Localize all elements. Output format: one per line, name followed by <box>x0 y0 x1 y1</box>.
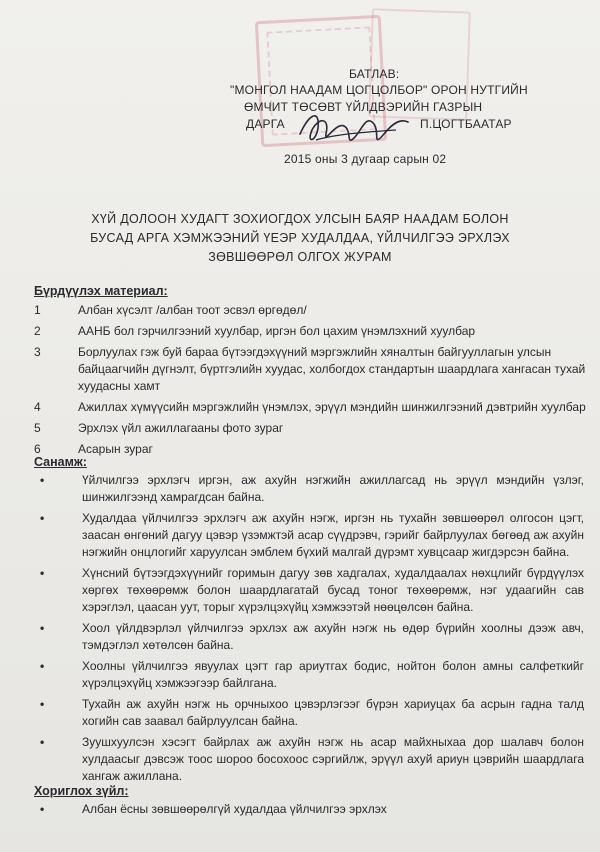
prohibited-list <box>38 801 584 822</box>
list-item: • Хоол үйлдвэрлэл үйлчилгээ эрхлэх аж ахуйн нэгж нь өдөр бүрийн хоолны дээж авч, тэмдэглэл хөтөлсөн байна. <box>40 621 584 652</box>
approval-date: 2015 оны 3 дугаар сарын 02 <box>284 152 447 166</box>
list-item: 6 Асарын зураг <box>34 442 153 456</box>
title-line-3: ЗӨВШӨӨРӨЛ ОЛГОХ ЖУРАМ <box>208 250 392 264</box>
list-item: 5 Эрхлэх үйл ажиллагааны фото зураг <box>34 421 284 435</box>
list-item: • Хоолны үйлчилгээ явуулах цэгт гар ариутгах бодис, нойтон болон амны салфеткийг хүрэлцэхүйц хэмжээгээр байлгана. <box>40 659 584 690</box>
list-item: 3 Борлуулах гэж буй бараа бүтээгдэхүүний мэргэжлийн хяналтын байгууллагын улсын байцаагчийн дүгнэлт, бүртгэлийн хуудас, холбогдох стандартын шаардлага хангасан тухай хуудасны хамт <box>34 345 586 393</box>
notes-list <box>38 472 584 789</box>
materials-heading: Бүрдүүлэх материал: <box>34 284 168 298</box>
approval-org-line1: "МОНГОЛ НААДАМ ЦОГЦОЛБОР" ОРОН НУТГИЙН <box>230 83 528 97</box>
list-item: • Тухайн аж ахуйн нэгж нь орчныхоо цэвэрлэгээг бүрэн хариуцах ба асрын гадна талд хогийн сав заавал байрлуулсан байна. <box>40 697 584 728</box>
title-line-1: ХҮЙ ДОЛООН ХУДАГТ ЗОХИОГДОХ УЛСЫН БАЯР НААДАМ БОЛОН <box>91 212 509 226</box>
signature <box>296 104 416 154</box>
title-line-2: БУСАД АРГА ХЭМЖЭЭНИЙ ҮЕЭР ХУДАЛДАА, ҮЙЛЧИЛГЭЭ ЭРХЛЭХ <box>90 231 510 245</box>
list-item: 2 ААНБ бол гэрчилгээний хуулбар, иргэн бол цахим үнэмлэхний хуулбар <box>34 324 476 338</box>
approval-org-line2: ӨМЧИТ ТӨСӨВТ ҮЙЛДВЭРИЙН ГАЗРЫН <box>244 100 483 114</box>
prohibited-heading: Хориглох зүйл: <box>34 784 129 798</box>
list-item: • Үйлчилгээ эрхлэгч иргэн, аж ахуйн нэгжийн ажиллагсад нь эрүүл мэндийн үзлэг, шинжилгээнд хамрагдсан байна. <box>40 473 584 504</box>
materials-list <box>34 302 594 462</box>
list-item: 4 Ажиллах хүмүүсийн мэргэжлийн үнэмлэх, эрүүл мэндийн шинжилгээний дэвтрийн хуулбар <box>34 400 586 414</box>
list-item: • Хүнсний бүтээгдэхүүнийг горимын дагуу зөв хадгалах, худалдаалах нөхцлийг бүрдүүлэх хөргөх төхөөрөмж болон шаардлагатай бусад тоног төхөөрөмж, нэг удаагийн сав хэрэглэл, цаасан уут, торыг хүрэлцэхүйц хэмжээтэй нөөцөлсөн байна. <box>40 566 584 614</box>
list-item: • Зуушхуулсэн хэсэгт байрлах аж ахуйн нэгж нь асар майхныхаа дор шалавч болон хулдаасыг дэвсэж тоос шороо босохоос сэргийлж, эрүүл ахуй ариун цэврийн шаардлага хангаж ажиллана. <box>40 735 584 783</box>
list-item: 1 Албан хүсэлт /албан тоот эсвэл өргөдөл/ <box>34 303 307 317</box>
approval-name: П.ЦОГТБААТАР <box>420 117 512 131</box>
notes-heading: Санамж: <box>34 455 87 469</box>
list-item: • Худалдаа үйлчилгээ эрхлэгч аж ахуйн нэгж, иргэн нь тухайн зөвшөөрөл олгосон цэгт, заасан өнгөний дагуу цэвэр үзэмжтэй асар сүүдрэвч, гэрийг байрлуулах бөгөөд аж ахуйн нэгжийн онцлогийг харуулсан эмблем бүхий малгай дүрэмт хувцсаар жигдэрсэн байна. <box>40 511 584 559</box>
approval-label: БАТЛАВ: <box>349 67 400 81</box>
list-item: • Албан ёсны зөвшөөрөлгүй худалдаа үйлчилгээ эрхлэх <box>40 802 387 816</box>
approval-position: ДАРГА <box>246 117 285 131</box>
document-title <box>0 210 600 267</box>
